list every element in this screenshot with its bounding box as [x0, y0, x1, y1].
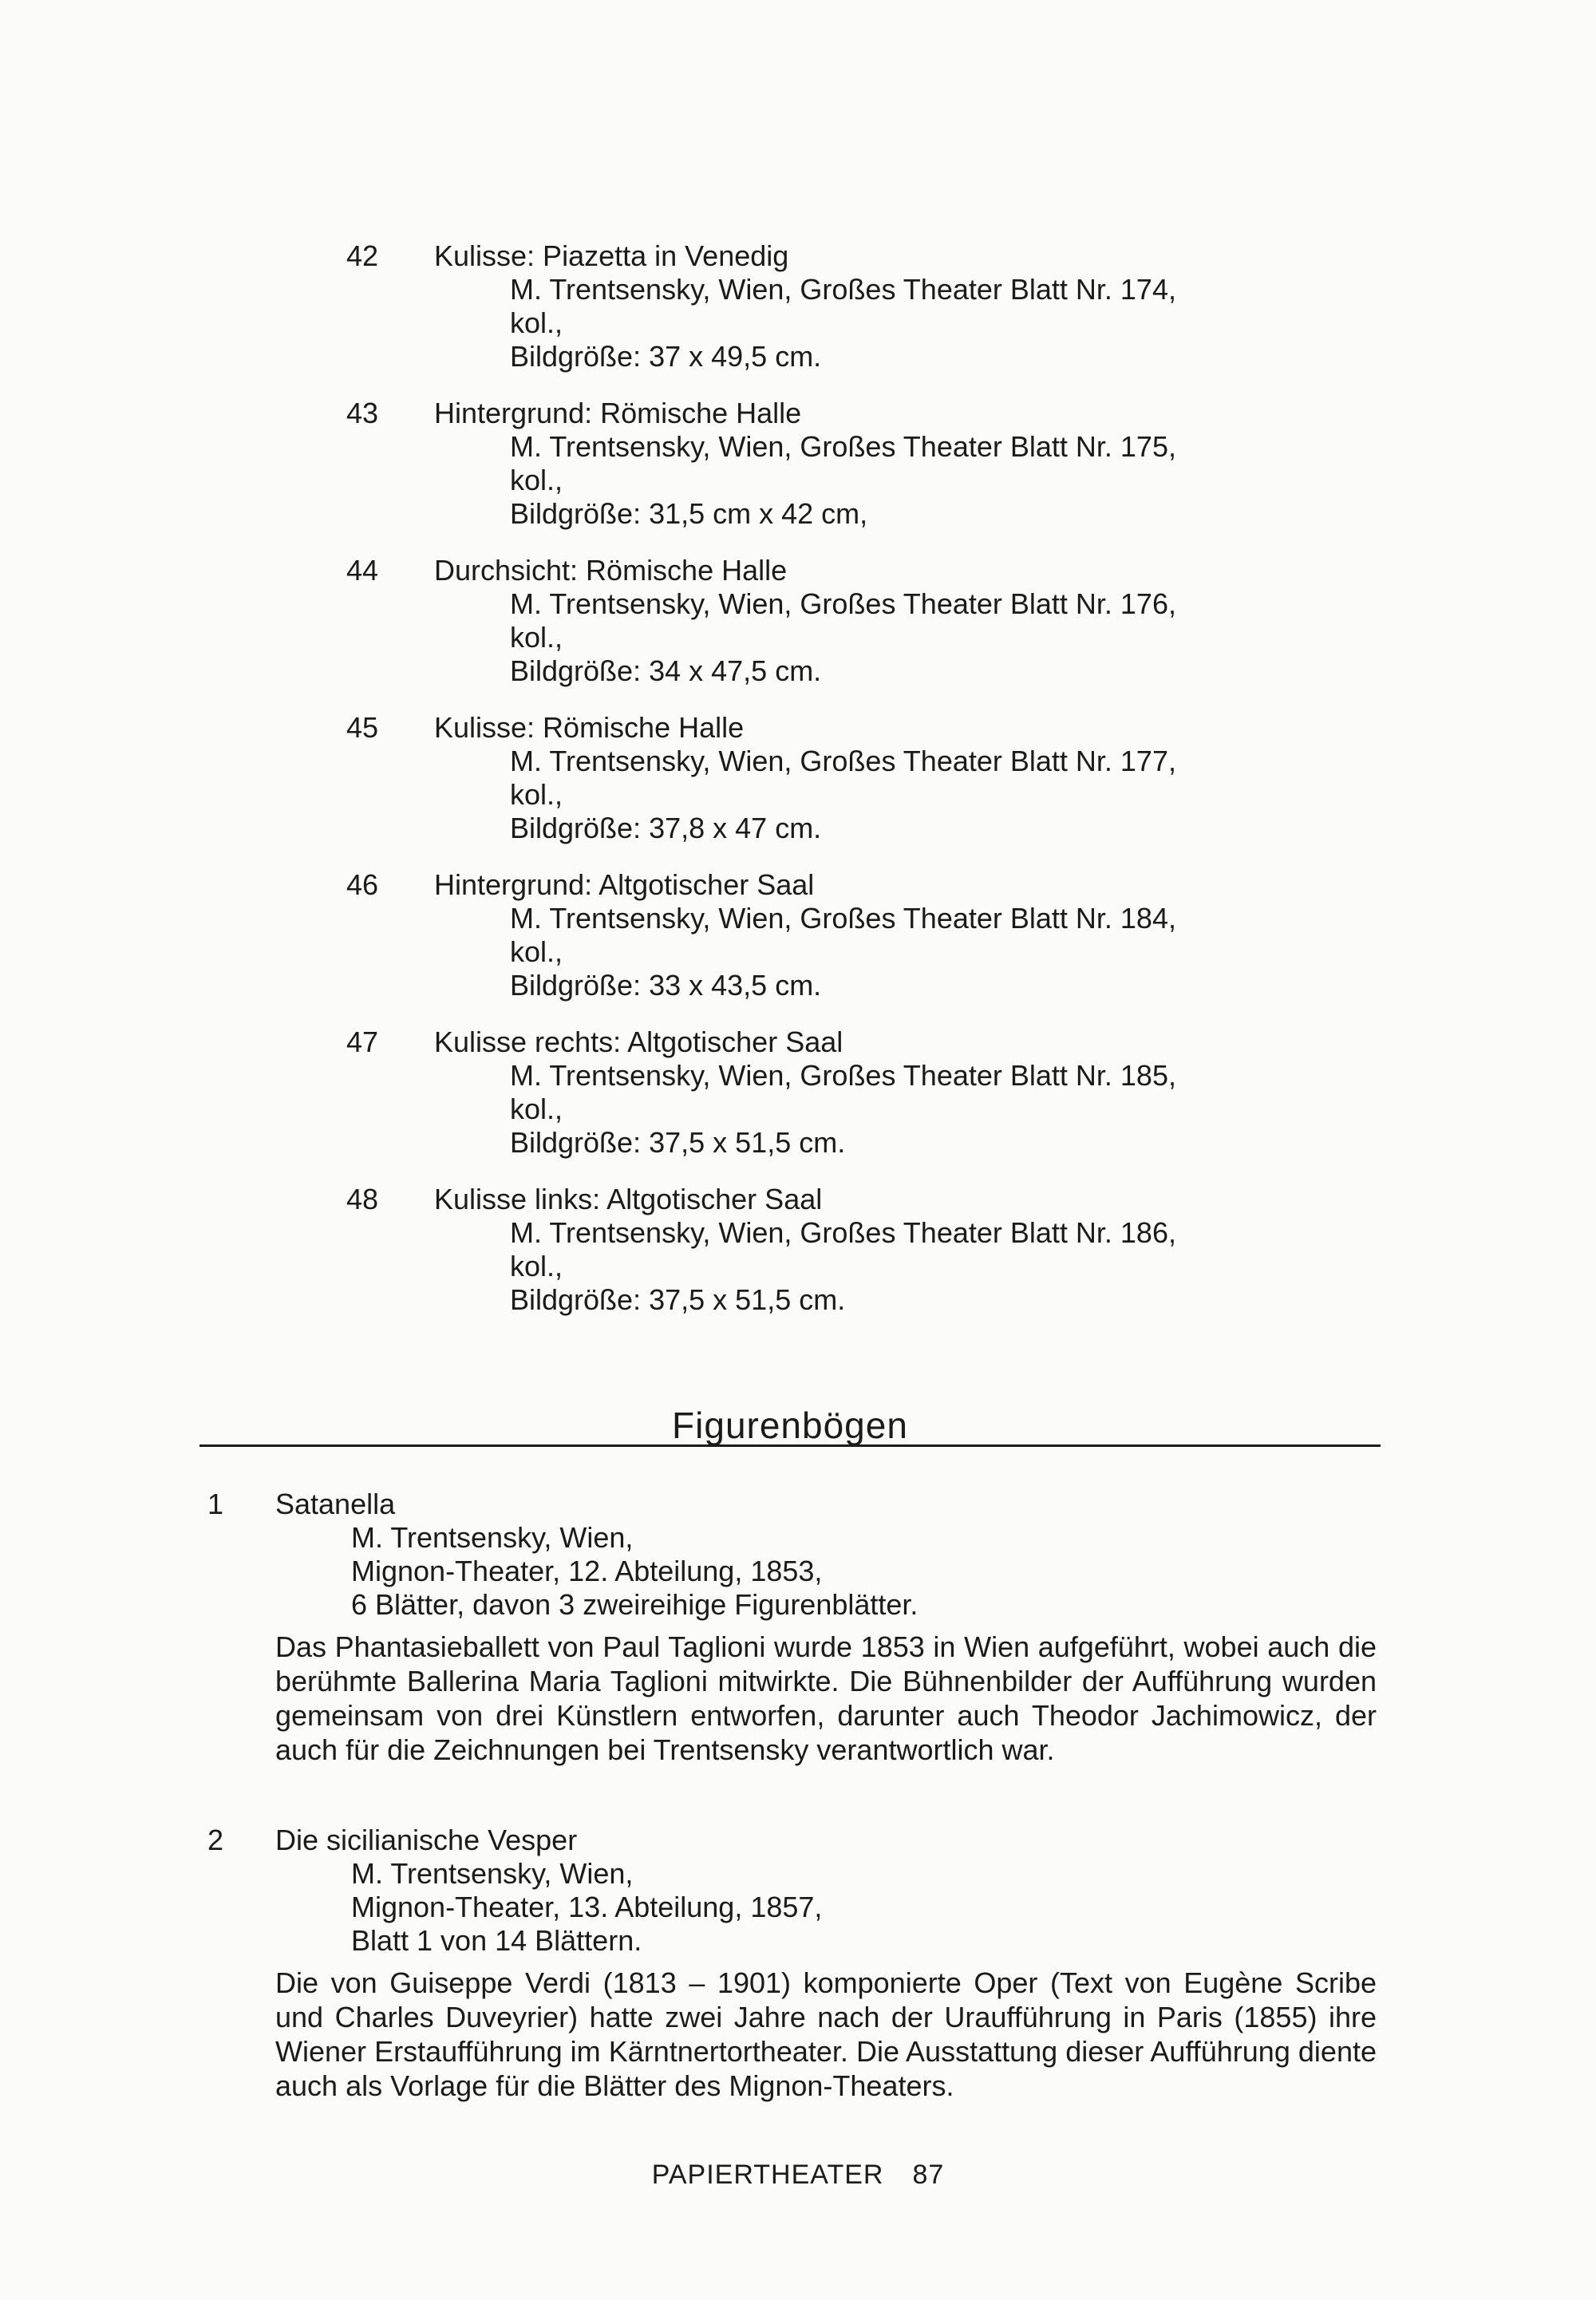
entry-publisher: M. Trentsensky, Wien, Großes Theater Blatt Nr. 175, [510, 430, 1176, 463]
figure-entry-2 [200, 1824, 1317, 1959]
entry-number: 46 [346, 868, 378, 901]
running-title: PAPIERTHEATER [651, 2160, 884, 2190]
entry-publisher: M. Trentsensky, Wien, Großes Theater Blatt Nr. 186, [510, 1216, 1176, 1249]
section-heading-rule [200, 1389, 1381, 1447]
entry-color: kol., [510, 621, 563, 654]
entry-series: Mignon-Theater, 13. Abteilung, 1857, [351, 1891, 823, 1923]
entry-size: Bildgröße: 34 x 47,5 cm. [510, 654, 822, 687]
entry-sheets: Blatt 1 von 14 Blättern. [351, 1924, 642, 1957]
entry-title: Satanella [275, 1488, 396, 1520]
entry-title: Hintergrund: Römische Halle [434, 397, 802, 429]
entry-title: Hintergrund: Altgotischer Saal [434, 868, 815, 901]
entry-number: 2 [207, 1824, 223, 1856]
catalog-entry-42 [330, 239, 1288, 375]
entry-publisher: M. Trentsensky, Wien, Großes Theater Blatt Nr. 177, [510, 745, 1176, 777]
catalog-entry-47 [330, 1026, 1288, 1161]
entry-publisher: M. Trentsensky, Wien, Großes Theater Blatt Nr. 174, [510, 273, 1176, 306]
entry-number: 42 [346, 239, 378, 272]
entry-number: 47 [346, 1026, 378, 1058]
entry-title: Kulisse: Römische Halle [434, 711, 745, 744]
entry-publisher: M. Trentsensky, Wien, Großes Theater Blatt Nr. 184, [510, 902, 1176, 935]
entry-sheets: 6 Blätter, davon 3 zweireihige Figurenblätter. [351, 1588, 918, 1621]
entry-number: 1 [207, 1488, 223, 1520]
entry-title: Durchsicht: Römische Halle [434, 554, 788, 587]
entry-title: Kulisse rechts: Altgotischer Saal [434, 1026, 843, 1058]
entry-color: kol., [510, 935, 563, 968]
entry-size: Bildgröße: 37,8 x 47 cm. [510, 812, 822, 844]
entry-number: 44 [346, 554, 378, 587]
page-number: 87 [912, 2160, 945, 2190]
catalog-entry-45 [330, 711, 1288, 847]
entry-number: 48 [346, 1183, 378, 1215]
entry-color: kol., [510, 464, 563, 496]
entry-title: Kulisse links: Altgotischer Saal [434, 1183, 823, 1215]
entry-size: Bildgröße: 33 x 43,5 cm. [510, 969, 822, 1002]
entry-publisher: M. Trentsensky, Wien, Großes Theater Blatt Nr. 185, [510, 1059, 1176, 1092]
entry-number: 45 [346, 711, 378, 744]
page-footer [0, 2160, 1596, 2191]
entry-title: Die sicilianische Vesper [275, 1824, 578, 1856]
entry-publisher: M. Trentsensky, Wien, [351, 1521, 634, 1554]
entry-size: Bildgröße: 37,5 x 51,5 cm. [510, 1283, 846, 1316]
entry-size: Bildgröße: 37,5 x 51,5 cm. [510, 1126, 846, 1159]
catalog-entry-46 [330, 868, 1288, 1004]
figure-description-1: Das Phantasieballett von Paul Taglioni wurde 1853 in Wien aufgeführt, wobei auch die berühmte Ballerina Maria Taglioni mitwirkte. Die Bühnenbilder der Aufführung wurden gemeinsam von drei Künstlern entworfen, darunter auch Theodor Jachimowicz, der auch für die Zeichnungen bei Trentsensky verantwortlich war. [275, 1630, 1377, 1766]
section-heading: Figurenbögen [672, 1405, 908, 1446]
entry-publisher: M. Trentsensky, Wien, Großes Theater Blatt Nr. 176, [510, 587, 1176, 620]
catalog-entry-48 [330, 1183, 1288, 1318]
figure-entry-1 [200, 1488, 1317, 1623]
entry-number: 43 [346, 397, 378, 429]
entry-color: kol., [510, 1093, 563, 1125]
entry-size: Bildgröße: 37 x 49,5 cm. [510, 340, 822, 373]
entry-series: Mignon-Theater, 12. Abteilung, 1853, [351, 1555, 823, 1587]
entry-color: kol., [510, 778, 563, 811]
catalog-entry-43 [330, 397, 1288, 532]
catalog-entry-44 [330, 554, 1288, 690]
entry-title: Kulisse: Piazetta in Venedig [434, 239, 789, 272]
entry-publisher: M. Trentsensky, Wien, [351, 1857, 634, 1890]
entry-color: kol., [510, 306, 563, 339]
figure-description-2: Die von Guiseppe Verdi (1813 – 1901) komponierte Oper (Text von Eugène Scribe und Charles Duveyrier) hatte zwei Jahre nach der Uraufführung in Paris (1855) ihre Wiener Erstaufführung im Kärntnertortheater. Die Ausstattung dieser Aufführung diente auch als Vorlage für die Blätter des Mignon-Theaters. [275, 1966, 1377, 2102]
entry-size: Bildgröße: 31,5 cm x 42 cm, [510, 497, 868, 530]
entry-color: kol., [510, 1250, 563, 1282]
